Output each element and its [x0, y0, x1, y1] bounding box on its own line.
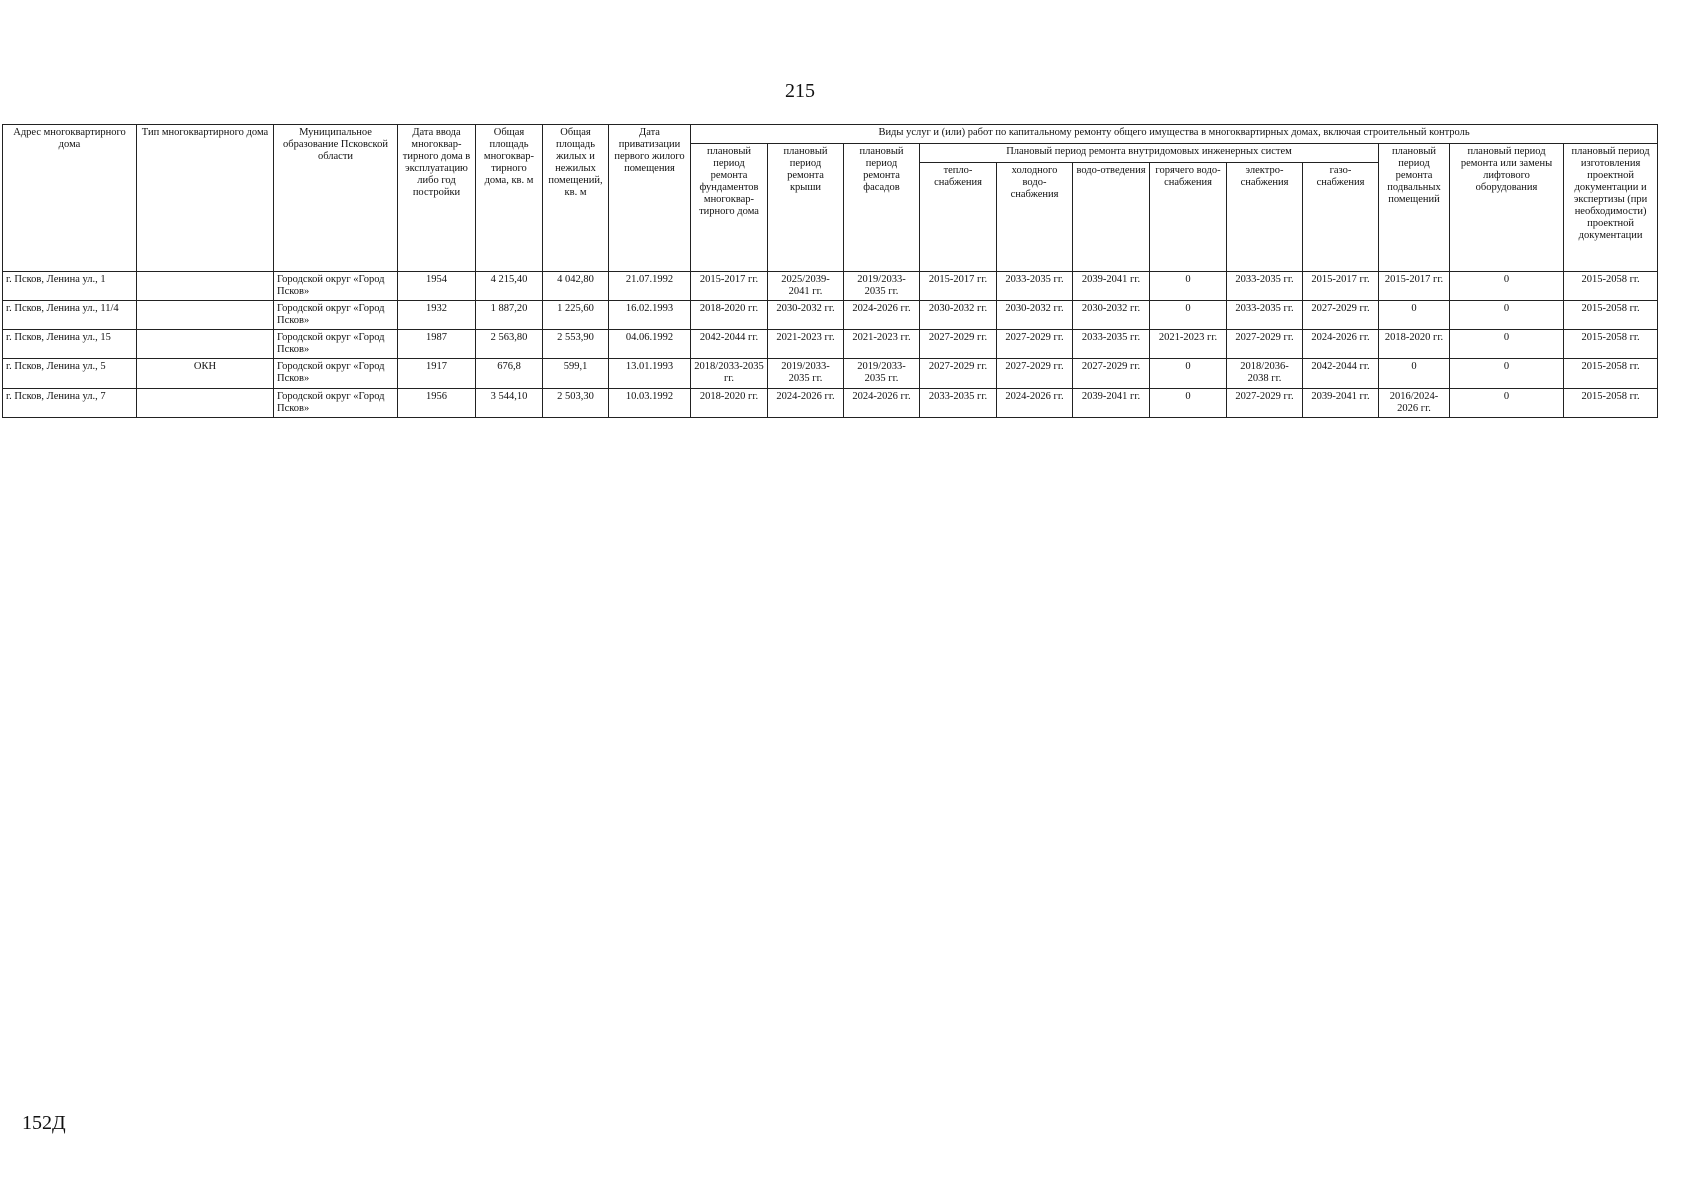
- cell-gas: 2042-2044 гг.: [1303, 359, 1379, 388]
- table-row: [3, 272, 1658, 301]
- cell-cold-water: 2024-2026 гг.: [997, 388, 1073, 417]
- cell-type: [137, 272, 274, 301]
- header-basement: плановый период ремонта подвальных помещений: [1379, 144, 1450, 272]
- cell-total-area: 4 215,40: [476, 272, 543, 301]
- cell-elevator: 0: [1450, 330, 1564, 359]
- cell-living-area: 599,1: [543, 359, 609, 388]
- cell-drainage: 2033-2035 гг.: [1073, 330, 1150, 359]
- header-type: Тип многоквартирного дома: [137, 125, 274, 272]
- header-commission-date: Дата ввода многоквар-тирного дома в эксплуатацию либо год постройки: [398, 125, 476, 272]
- cell-gas: 2039-2041 гг.: [1303, 388, 1379, 417]
- cell-cold-water: 2027-2029 гг.: [997, 330, 1073, 359]
- cell-design-docs: 2015-2058 гг.: [1564, 272, 1658, 301]
- cell-basement: 0: [1379, 359, 1450, 388]
- cell-municipality: Городской округ «Город Псков»: [274, 359, 398, 388]
- cell-foundation: 2018/2033-2035 гг.: [691, 359, 768, 388]
- cell-facade: 2021-2023 гг.: [844, 330, 920, 359]
- header-foundation: плановый период ремонта фундаментов многоквар-тирного дома: [691, 144, 768, 272]
- cell-address: г. Псков, Ленина ул., 5: [3, 359, 137, 388]
- cell-total-area: 676,8: [476, 359, 543, 388]
- cell-cold-water: 2027-2029 гг.: [997, 359, 1073, 388]
- cell-foundation: 2042-2044 гг.: [691, 330, 768, 359]
- cell-elevator: 0: [1450, 388, 1564, 417]
- table-row: [3, 359, 1658, 388]
- cell-living-area: 2 503,30: [543, 388, 609, 417]
- cell-elevator: 0: [1450, 301, 1564, 330]
- cell-municipality: Городской округ «Город Псков»: [274, 272, 398, 301]
- header-heating: тепло-снабжения: [920, 163, 997, 272]
- table-row: [3, 301, 1658, 330]
- cell-privatization-date: 16.02.1993: [609, 301, 691, 330]
- header-roof: плановый период ремонта крыши: [768, 144, 844, 272]
- cell-municipality: Городской округ «Город Псков»: [274, 388, 398, 417]
- cell-drainage: 2027-2029 гг.: [1073, 359, 1150, 388]
- header-living-area: Общая площадь жилых и нежилых помещений, кв. м: [543, 125, 609, 272]
- cell-heating: 2027-2029 гг.: [920, 330, 997, 359]
- cell-roof: 2021-2023 гг.: [768, 330, 844, 359]
- cell-address: г. Псков, Ленина ул., 11/4: [3, 301, 137, 330]
- capital-repair-register-table: [2, 124, 1658, 418]
- cell-cold-water: 2033-2035 гг.: [997, 272, 1073, 301]
- cell-heating: 2033-2035 гг.: [920, 388, 997, 417]
- cell-electricity: 2033-2035 гг.: [1227, 272, 1303, 301]
- cell-hot-water: 0: [1150, 359, 1227, 388]
- cell-foundation: 2018-2020 гг.: [691, 301, 768, 330]
- cell-cold-water: 2030-2032 гг.: [997, 301, 1073, 330]
- cell-privatization-date: 21.07.1992: [609, 272, 691, 301]
- cell-hot-water: 0: [1150, 301, 1227, 330]
- table-body: [3, 272, 1658, 418]
- cell-commission-date: 1917: [398, 359, 476, 388]
- cell-total-area: 3 544,10: [476, 388, 543, 417]
- cell-basement: 2015-2017 гг.: [1379, 272, 1450, 301]
- cell-roof: 2019/2033-2035 гг.: [768, 359, 844, 388]
- cell-roof: 2025/2039-2041 гг.: [768, 272, 844, 301]
- header-hot-water: горячего водо-снабжения: [1150, 163, 1227, 272]
- cell-address: г. Псков, Ленина ул., 1: [3, 272, 137, 301]
- cell-drainage: 2039-2041 гг.: [1073, 272, 1150, 301]
- page-number: 215: [785, 80, 815, 102]
- header-design-docs: плановый период изготовления проектной документации и экспертизы (при необходимости) проектной документации: [1564, 144, 1658, 272]
- cell-basement: 2018-2020 гг.: [1379, 330, 1450, 359]
- cell-drainage: 2030-2032 гг.: [1073, 301, 1150, 330]
- cell-electricity: 2027-2029 гг.: [1227, 330, 1303, 359]
- cell-address: г. Псков, Ленина ул., 7: [3, 388, 137, 417]
- cell-foundation: 2015-2017 гг.: [691, 272, 768, 301]
- cell-gas: 2015-2017 гг.: [1303, 272, 1379, 301]
- cell-commission-date: 1954: [398, 272, 476, 301]
- cell-design-docs: 2015-2058 гг.: [1564, 330, 1658, 359]
- header-facade: плановый период ремонта фасадов: [844, 144, 920, 272]
- header-privatization-date: Дата приватизации первого жилого помещения: [609, 125, 691, 272]
- cell-living-area: 1 225,60: [543, 301, 609, 330]
- cell-facade: 2019/2033-2035 гг.: [844, 359, 920, 388]
- cell-living-area: 2 553,90: [543, 330, 609, 359]
- table-row: [3, 388, 1658, 417]
- cell-commission-date: 1987: [398, 330, 476, 359]
- cell-type: [137, 330, 274, 359]
- cell-elevator: 0: [1450, 272, 1564, 301]
- cell-basement: 2016/2024-2026 гг.: [1379, 388, 1450, 417]
- cell-type: [137, 388, 274, 417]
- cell-facade: 2019/2033-2035 гг.: [844, 272, 920, 301]
- cell-roof: 2030-2032 гг.: [768, 301, 844, 330]
- cell-electricity: 2027-2029 гг.: [1227, 388, 1303, 417]
- header-electricity: электро-снабжения: [1227, 163, 1303, 272]
- table-row: [3, 330, 1658, 359]
- cell-design-docs: 2015-2058 гг.: [1564, 359, 1658, 388]
- header-elevator: плановый период ремонта или замены лифтового оборудования: [1450, 144, 1564, 272]
- cell-design-docs: 2015-2058 гг.: [1564, 388, 1658, 417]
- cell-facade: 2024-2026 гг.: [844, 388, 920, 417]
- cell-hot-water: 0: [1150, 388, 1227, 417]
- cell-design-docs: 2015-2058 гг.: [1564, 301, 1658, 330]
- cell-type: [137, 301, 274, 330]
- cell-address: г. Псков, Ленина ул., 15: [3, 330, 137, 359]
- cell-roof: 2024-2026 гг.: [768, 388, 844, 417]
- cell-privatization-date: 10.03.1992: [609, 388, 691, 417]
- header-drainage: водо-отведения: [1073, 163, 1150, 272]
- cell-electricity: 2033-2035 гг.: [1227, 301, 1303, 330]
- cell-privatization-date: 13.01.1993: [609, 359, 691, 388]
- footer-mark: 152Д: [22, 1112, 66, 1134]
- cell-drainage: 2039-2041 гг.: [1073, 388, 1150, 417]
- cell-heating: 2030-2032 гг.: [920, 301, 997, 330]
- cell-commission-date: 1956: [398, 388, 476, 417]
- cell-hot-water: 2021-2023 гг.: [1150, 330, 1227, 359]
- cell-total-area: 2 563,80: [476, 330, 543, 359]
- cell-living-area: 4 042,80: [543, 272, 609, 301]
- cell-total-area: 1 887,20: [476, 301, 543, 330]
- cell-municipality: Городской округ «Город Псков»: [274, 330, 398, 359]
- cell-foundation: 2018-2020 гг.: [691, 388, 768, 417]
- cell-gas: 2024-2026 гг.: [1303, 330, 1379, 359]
- header-systems-group: Плановый период ремонта внутридомовых инженерных систем: [920, 144, 1379, 163]
- header-municipality: Муниципальное образование Псковской области: [274, 125, 398, 272]
- header-gas: газо-снабжения: [1303, 163, 1379, 272]
- header-total-area: Общая площадь многоквар-тирного дома, кв. м: [476, 125, 543, 272]
- cell-basement: 0: [1379, 301, 1450, 330]
- cell-type: ОКН: [137, 359, 274, 388]
- cell-facade: 2024-2026 гг.: [844, 301, 920, 330]
- cell-commission-date: 1932: [398, 301, 476, 330]
- cell-hot-water: 0: [1150, 272, 1227, 301]
- cell-municipality: Городской округ «Город Псков»: [274, 301, 398, 330]
- cell-gas: 2027-2029 гг.: [1303, 301, 1379, 330]
- cell-privatization-date: 04.06.1992: [609, 330, 691, 359]
- cell-heating: 2015-2017 гг.: [920, 272, 997, 301]
- cell-elevator: 0: [1450, 359, 1564, 388]
- header-address: Адрес многоквартирного дома: [3, 125, 137, 272]
- cell-heating: 2027-2029 гг.: [920, 359, 997, 388]
- header-cold-water: холодного водо-снабжения: [997, 163, 1073, 272]
- cell-electricity: 2018/2036-2038 гг.: [1227, 359, 1303, 388]
- header-services-group: Виды услуг и (или) работ по капитальному ремонту общего имущества в многоквартирных домах, включая строительный контроль: [691, 125, 1658, 144]
